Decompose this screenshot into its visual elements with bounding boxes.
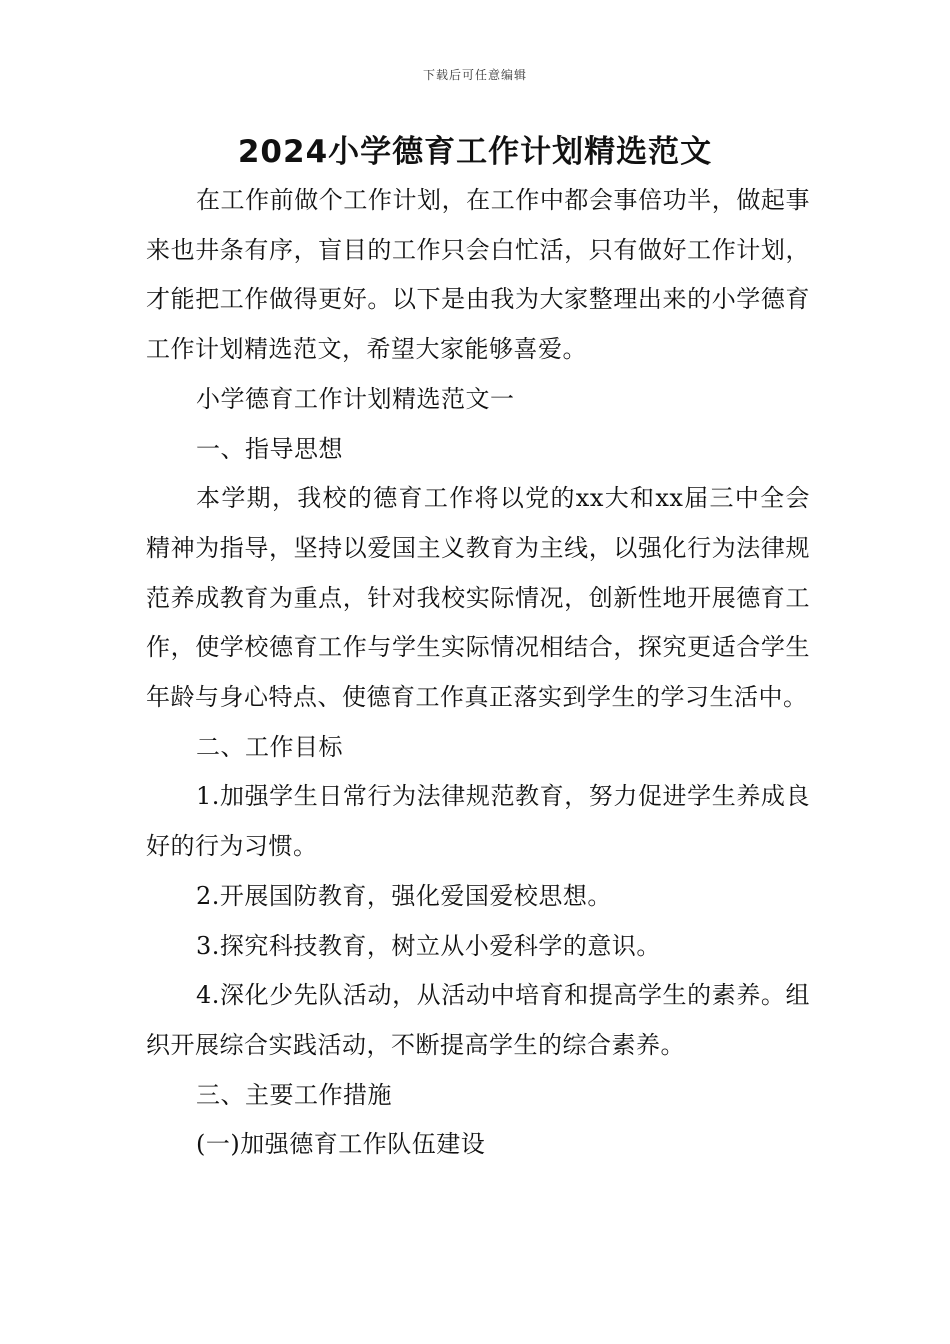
document-body	[146, 176, 810, 1170]
goal-item-1: 1.加强学生日常行为法律规范教育，努力促进学生养成良好的行为习惯。	[146, 782, 810, 861]
heading-work-goals: 二、工作目标	[196, 732, 343, 761]
document-title: 2024小学德育工作计划精选范文	[237, 134, 713, 170]
goal-item-2: 2.开展国防教育，强化爱国爱校思想。	[196, 881, 612, 910]
page-header-note: 下载后可任意编辑	[422, 68, 527, 82]
paragraph-guiding-ideology: 本学期，我校的德育工作将以党的xx大和xx届三中全会精神为指导，坚持以爱国主义教育为主线，以强化行为法律规范养成教育为重点，针对我校实际情况，创新性地开展德育工作，使学校德育工作与学生实际情况相结合，探究更适合学生年龄与身心特点、使德育工作真正落实到学生的学习生活中。	[146, 484, 810, 712]
section-heading-sample-one: 小学德育工作计划精选范文一	[196, 384, 515, 413]
goal-item-3: 3.探究科技教育，树立从小爱科学的意识。	[196, 931, 661, 960]
intro-paragraph: 在工作前做个工作计划，在工作中都会事倍功半，做起事来也井条有序，盲目的工作只会白忙活，只有做好工作计划，才能把工作做得更好。以下是由我为大家整理出来的小学德育工作计划精选范文，希望大家能够喜爱。	[146, 186, 810, 364]
heading-guiding-ideology: 一、指导思想	[196, 434, 343, 463]
heading-main-measures: 三、主要工作措施	[196, 1080, 392, 1109]
goal-item-4: 4.深化少先队活动，从活动中培育和提高学生的素养。组织开展综合实践活动，不断提高学生的综合素养。	[146, 981, 810, 1059]
subheading-team-building: (一)加强德育工作队伍建设	[196, 1130, 486, 1159]
